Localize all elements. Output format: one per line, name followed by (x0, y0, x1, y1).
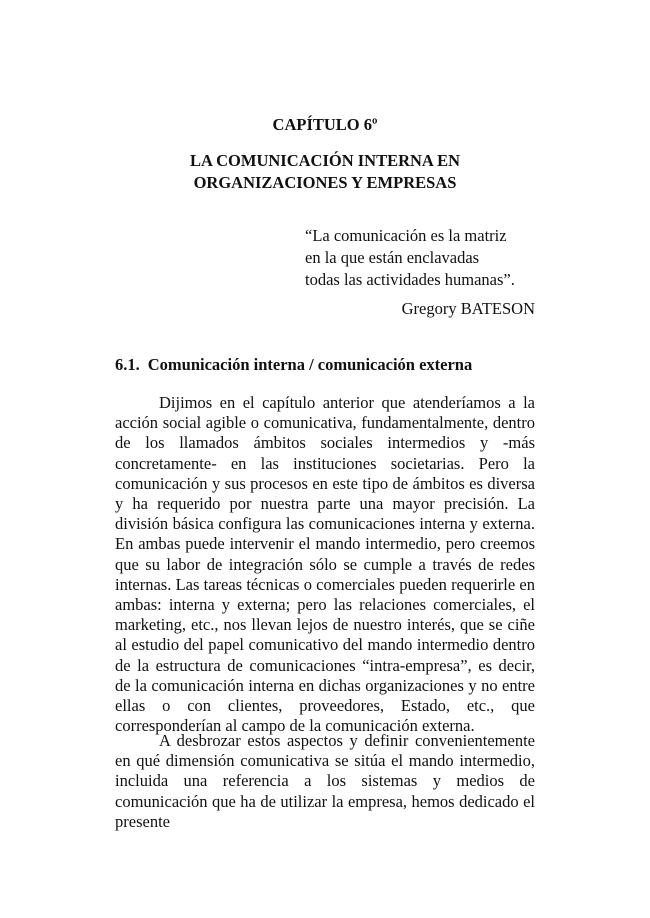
section-title: Comunicación interna / comunicación externa (147, 355, 473, 374)
chapter-title (0, 150, 650, 194)
section-number: 6.1. (115, 355, 140, 374)
epigraph-line: “La comunicación es la matriz (305, 226, 507, 245)
epigraph-line: todas las actividades humanas”. (305, 270, 515, 289)
chapter-title-line: LA COMUNICACIÓN INTERNA EN (190, 151, 460, 170)
epigraph-quote (305, 225, 545, 291)
chapter-number: CAPÍTULO 6º (272, 115, 378, 134)
epigraph-author: Gregory BATESON (401, 299, 535, 318)
section-heading (115, 354, 535, 376)
chapter-title-line: ORGANIZACIONES Y EMPRESAS (193, 173, 457, 192)
epigraph-line: en la que están enclavadas (305, 248, 480, 267)
body-paragraph: A desbrozar estos aspectos y definir convenientemente en qué dimensión comunicativa se sitúa el mando intermedio, incluida una referencia a los sistemas y medios de comunicación que ha de utilizar la empresa, hemos dedicado el presente (115, 731, 535, 831)
body-paragraph: Dijimos en el capítulo anterior que atenderíamos a la acción social agible o comunicativa, fundamentalmente, dentro de los llamados ámbitos sociales intermedios y -más concretamente- en las instituciones societarias. Pero la comunicación y sus procesos en este tipo de ámbitos es diversa y ha requerido por nuestra parte una mayor precisión. La división básica configura las comunicaciones interna y externa. En ambas puede intervenir el mando intermedio, pero creemos que su labor de integración sólo se cumple a través de redes internas. Las tareas técnicas o comerciales pueden requerirle en ambas: interna y externa; pero las relaciones comerciales, el marketing, etc., nos llevan lejos de nuestro interés, que se ciñe al estudio del papel comunicativo del mando intermedio dentro de la estructura de comunicaciones “intra-empresa”, es decir, de la comunicación interna en dichas organizaciones y no entre ellas o con clientes, proveedores, Estado, etc., que corresponderían al campo de la comunicación externa. (115, 393, 535, 736)
